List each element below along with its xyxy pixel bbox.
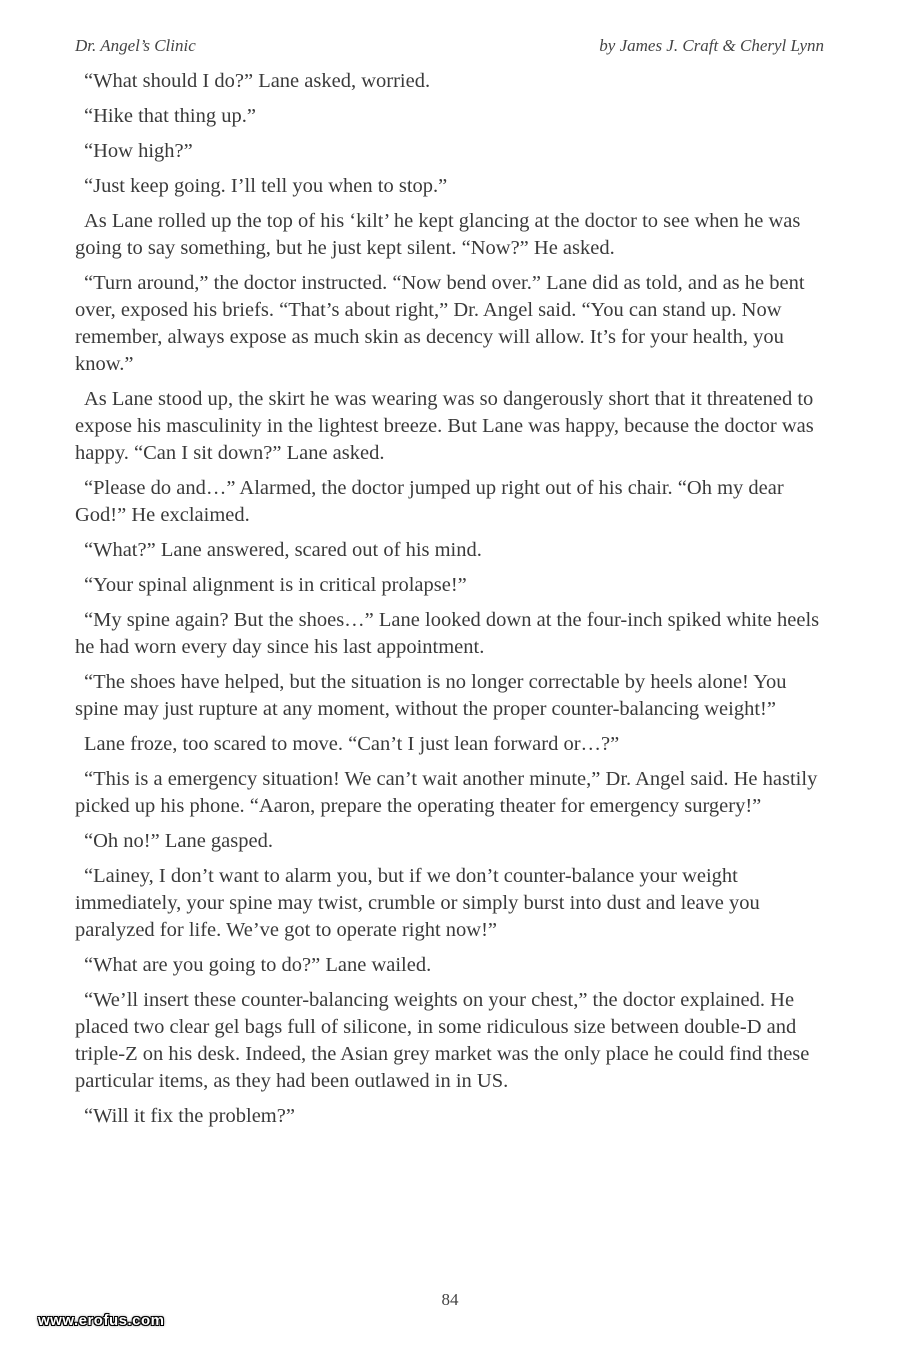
paragraph: “The shoes have helped, but the situation is no longer correctable by heels alone! You spine may just rupture at any moment, without the proper counter-balancing weight!” bbox=[75, 671, 787, 720]
paragraph: “What should I do?” Lane asked, worried. bbox=[84, 70, 431, 92]
paragraph: As Lane stood up, the skirt he was wearing was so dangerously short that it threatened to expose his masculinity in the lightest breeze. But Lane was happy, because the doctor was happy. “Can I sit down?” Lane asked. bbox=[75, 388, 814, 464]
book-title: Dr. Angel’s Clinic bbox=[75, 36, 196, 55]
paragraph: “This is a emergency situation! We can’t wait another minute,” Dr. Angel said. He hastily picked up his phone. “Aaron, prepare the operating theater for emergency surgery!” bbox=[75, 768, 818, 817]
paragraph: “How high?” bbox=[84, 140, 193, 162]
paragraph: “What?” Lane answered, scared out of his mind. bbox=[84, 539, 482, 561]
paragraph: Lane froze, too scared to move. “Can’t I just lean forward or…?” bbox=[84, 733, 620, 755]
paragraph: “Oh no!” Lane gasped. bbox=[84, 830, 273, 852]
paragraph: “My spine again? But the shoes…” Lane looked down at the four-inch spiked white heels he had worn every day since his last appointment. bbox=[75, 609, 820, 658]
paragraph: “We’ll insert these counter-balancing weights on your chest,” the doctor explained. He placed two clear gel bags full of silicone, in some ridiculous size between double-D and triple-Z on his desk. Indeed, the Asian grey market was the only place he could find these particular items, as they had been outlawed in in US. bbox=[75, 989, 810, 1092]
book-authors: by James J. Craft & Cheryl Lynn bbox=[599, 36, 824, 55]
paragraph: “Hike that thing up.” bbox=[84, 105, 256, 127]
page-body bbox=[75, 68, 825, 1138]
paragraph: As Lane rolled up the top of his ‘kilt’ he kept glancing at the doctor to see when he was going to say something, but he just kept silent. “Now?” He asked. bbox=[75, 210, 801, 259]
watermark: www.erofus.com bbox=[38, 1312, 165, 1329]
paragraph: “Lainey, I don’t want to alarm you, but if we don’t counter-balance your weight immediately, your spine may twist, crumble or simply burst into dust and leave you paralyzed for life. We’ve got to operate right now!” bbox=[75, 865, 760, 941]
page-number: 84 bbox=[441, 1290, 459, 1309]
paragraph: “Just keep going. I’ll tell you when to stop.” bbox=[84, 175, 448, 197]
paragraph: “What are you going to do?” Lane wailed. bbox=[84, 954, 432, 976]
running-header bbox=[75, 36, 824, 60]
paragraph: “Will it fix the problem?” bbox=[84, 1105, 295, 1127]
paragraph: “Please do and…” Alarmed, the doctor jumped up right out of his chair. “Oh my dear God!” He exclaimed. bbox=[75, 477, 784, 526]
paragraph: “Turn around,” the doctor instructed. “Now bend over.” Lane did as told, and as he bent over, exposed his briefs. “That’s about right,” Dr. Angel said. “You can stand up. Now remember, always expose as much skin as decency will allow. It’s for your health, you know.” bbox=[75, 272, 805, 375]
paragraph: “Your spinal alignment is in critical prolapse!” bbox=[84, 574, 467, 596]
